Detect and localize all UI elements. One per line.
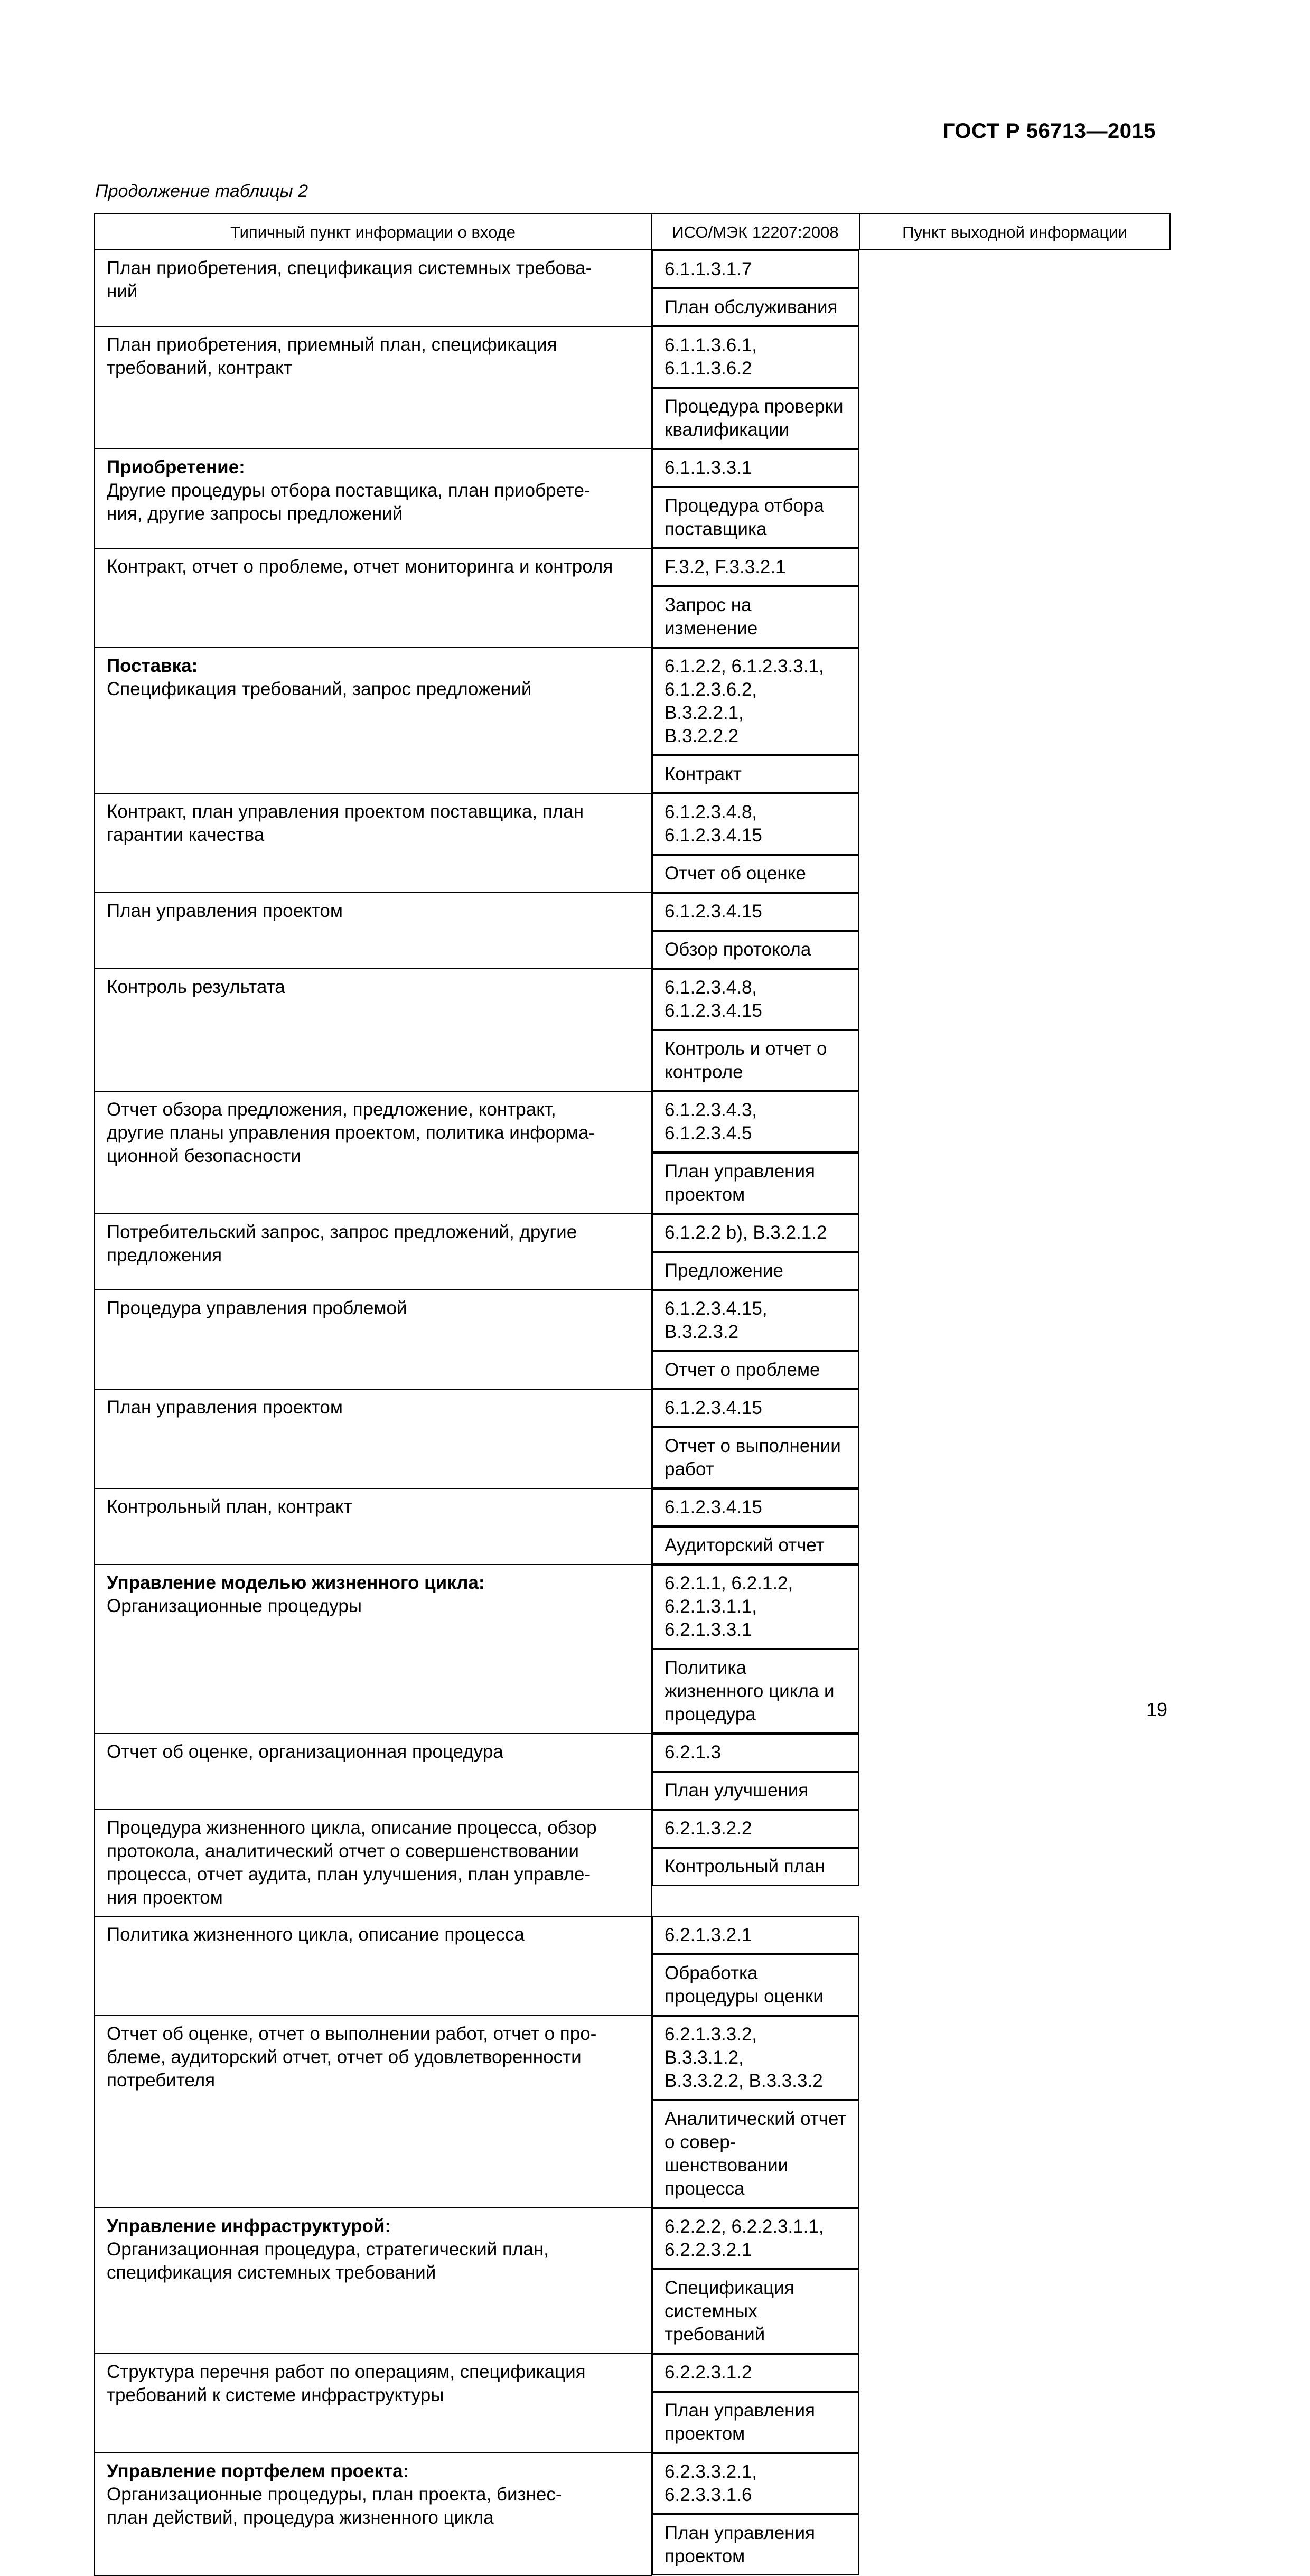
output-cell: Предложение (652, 1252, 859, 1290)
clause-cell: 6.1.2.2, 6.1.2.3.3.1, 6.1.2.3.6.2, B.3.2.2.1, B.3.2.2.2 (652, 648, 859, 755)
clause-cell: 6.1.2.3.4.15, B.3.2.3.2 (652, 1290, 859, 1351)
input-cell (95, 1389, 651, 1488)
table-row (95, 1565, 1170, 1734)
input-cell (95, 648, 651, 793)
input-cell (95, 2453, 651, 2575)
input-text: Контрольный план, контракт (107, 1496, 352, 1517)
column-header-input: Типичный пункт информации о входе (95, 214, 651, 250)
input-text: Другие процедуры отбора поставщика, план приобрете- ния, другие запросы предложений (107, 480, 591, 524)
requirements-table (94, 213, 1171, 2576)
table-row (95, 648, 1170, 793)
input-text: Контракт, отчет о проблеме, отчет мониторинга и контроля (107, 556, 613, 577)
input-text: План управления проектом (107, 1397, 343, 1418)
clause-cell: 6.1.2.3.4.8, 6.1.2.3.4.15 (652, 969, 859, 1030)
table-row (95, 1290, 1170, 1389)
clause-cell: 6.1.2.3.4.3, 6.1.2.3.4.5 (652, 1091, 859, 1153)
clause-cell: 6.1.2.3.4.15 (652, 1389, 859, 1427)
input-cell (95, 1734, 651, 1810)
section-heading: Управление моделью жизненного цикла: (107, 1572, 485, 1593)
column-header-output: Пункт выходной информации (859, 214, 1170, 250)
input-cell (95, 449, 651, 548)
table-row (95, 969, 1170, 1091)
input-text: Процедура управления проблемой (107, 1298, 407, 1318)
table-row (95, 2208, 1170, 2354)
table-row (95, 1916, 1170, 2016)
clause-cell: 6.2.1.3.2.2 (652, 1810, 859, 1848)
table-caption: Продолжение таблицы 2 (95, 181, 308, 201)
input-cell (95, 2208, 651, 2354)
input-text: Структура перечня работ по операциям, спецификация требований к системе инфраструктуры (107, 2362, 586, 2405)
input-cell (95, 326, 651, 449)
clause-cell: 6.2.1.3.2.1 (652, 1916, 859, 1954)
table-row (95, 1389, 1170, 1488)
clause-cell: 6.2.2.2, 6.2.2.3.1.1, 6.2.2.3.2.1 (652, 2208, 859, 2269)
table-row (95, 2016, 1170, 2208)
clause-cell: 6.1.1.3.1.7 (652, 250, 859, 288)
table-body (95, 250, 1170, 2575)
section-heading: Управление портфелем проекта: (107, 2461, 409, 2481)
output-cell: Политика жизненного цикла и процедура (652, 1649, 859, 1734)
clause-cell: 6.1.2.3.4.8, 6.1.2.3.4.15 (652, 793, 859, 855)
output-cell: Обзор протокола (652, 931, 859, 969)
input-text: Организационные процедуры, план проекта, бизнес- план действий, процедура жизненного цикла (107, 2484, 562, 2528)
input-text: Контроль результата (107, 977, 285, 997)
clause-cell: 6.2.1.3.3.2, B.3.3.1.2, B.3.3.2.2, B.3.3.3.2 (652, 2016, 859, 2100)
section-heading: Приобретение: (107, 457, 245, 477)
output-cell: Отчет о выполнении работ (652, 1427, 859, 1488)
output-cell: Процедура проверки квалификации (652, 388, 859, 449)
table-row (95, 1810, 1170, 1916)
input-cell (95, 1810, 651, 1916)
section-heading: Управление инфраструктурой: (107, 2216, 391, 2236)
output-cell: Обработка процедуры оценки (652, 1954, 859, 2016)
input-text: Организационные процедуры (107, 1596, 362, 1616)
clause-cell: 6.1.2.3.4.15 (652, 893, 859, 931)
input-cell (95, 793, 651, 893)
output-cell: План управления проектом (652, 1153, 859, 1214)
table-row (95, 326, 1170, 449)
clause-cell: 6.1.2.2 b), B.3.2.1.2 (652, 1214, 859, 1252)
input-text: Процедура жизненного цикла, описание процесса, обзор протокола, аналитический отчет о совершенствовании процесса, отчет аудита, план улучшения, план управле- ния проектом (107, 1818, 597, 1908)
output-cell: План управления проектом (652, 2392, 859, 2453)
output-cell: План управления проектом (652, 2514, 859, 2575)
clause-cell: 6.1.1.3.6.1, 6.1.1.3.6.2 (652, 326, 859, 388)
input-cell (95, 250, 651, 326)
input-cell (95, 893, 651, 969)
input-text: План приобретения, спецификация системных требова- ний (107, 258, 592, 302)
output-cell: Отчет о проблеме (652, 1351, 859, 1389)
input-cell (95, 969, 651, 1091)
input-cell (95, 1488, 651, 1565)
output-cell: Отчет об оценке (652, 855, 859, 893)
output-cell: Контракт (652, 755, 859, 793)
table-row (95, 1091, 1170, 1214)
clause-cell: 6.1.1.3.3.1 (652, 449, 859, 487)
clause-cell: F.3.2, F.3.3.2.1 (652, 548, 859, 586)
table-row (95, 793, 1170, 893)
page-number: 19 (1146, 1699, 1167, 1720)
input-text: Контракт, план управления проектом поставщика, план гарантии качества (107, 801, 584, 845)
table-row (95, 1214, 1170, 1290)
input-cell (95, 2354, 651, 2453)
input-text: План управления проектом (107, 901, 343, 921)
output-cell: Аналитический отчет о совер- шенствовании процесса (652, 2100, 859, 2208)
input-cell (95, 2016, 651, 2208)
table-row (95, 2354, 1170, 2453)
output-cell: Контроль и отчет о контроле (652, 1030, 859, 1091)
input-cell (95, 1091, 651, 1214)
output-cell: Контрольный план (652, 1848, 859, 1886)
table-row (95, 1488, 1170, 1565)
table-row (95, 893, 1170, 969)
input-cell (95, 1916, 651, 2016)
input-text: Организационная процедура, стратегический план, спецификация системных требований (107, 2239, 549, 2283)
input-text: Спецификация требований, запрос предложений (107, 679, 532, 699)
table-header-row (95, 214, 1170, 250)
table-row (95, 2453, 1170, 2575)
output-cell: Запрос на изменение (652, 586, 859, 648)
output-cell: Процедура отбора поставщика (652, 487, 859, 548)
clause-cell: 6.2.1.1, 6.2.1.2, 6.2.1.3.1.1, 6.2.1.3.3.1 (652, 1565, 859, 1649)
output-cell: Спецификация системных требований (652, 2269, 859, 2354)
standard-designation: ГОСТ Р 56713—2015 (942, 119, 1156, 143)
section-heading: Поставка: (107, 655, 198, 676)
input-text: Отчет об оценке, отчет о выполнении работ, отчет о про- блеме, аудиторский отчет, отчет об удовлетворенности потребителя (107, 2024, 597, 2091)
input-text: Отчет обзора предложения, предложение, контракт, другие планы управления проектом, политика информа- ционной безопасности (107, 1099, 595, 1166)
input-cell (95, 1290, 651, 1389)
input-cell (95, 548, 651, 648)
table-row (95, 449, 1170, 548)
output-cell: Аудиторский отчет (652, 1526, 859, 1565)
table-row (95, 250, 1170, 326)
input-text: План приобретения, приемный план, спецификация требований, контракт (107, 334, 557, 378)
table-row (95, 548, 1170, 648)
column-header-standard: ИСО/МЭК 12207:2008 (651, 214, 859, 250)
clause-cell: 6.2.3.3.2.1, 6.2.3.3.1.6 (652, 2453, 859, 2514)
input-text: Отчет об оценке, организационная процедура (107, 1741, 503, 1762)
output-cell: План обслуживания (652, 288, 859, 326)
clause-cell: 6.2.2.3.1.2 (652, 2354, 859, 2392)
output-cell: План улучшения (652, 1772, 859, 1810)
input-cell (95, 1565, 651, 1734)
clause-cell: 6.2.1.3 (652, 1734, 859, 1772)
input-text: Политика жизненного цикла, описание процесса (107, 1924, 525, 1945)
input-text: Потребительский запрос, запрос предложений, другие предложения (107, 1222, 577, 1266)
input-cell (95, 1214, 651, 1290)
clause-cell: 6.1.2.3.4.15 (652, 1488, 859, 1526)
table-row (95, 1734, 1170, 1810)
